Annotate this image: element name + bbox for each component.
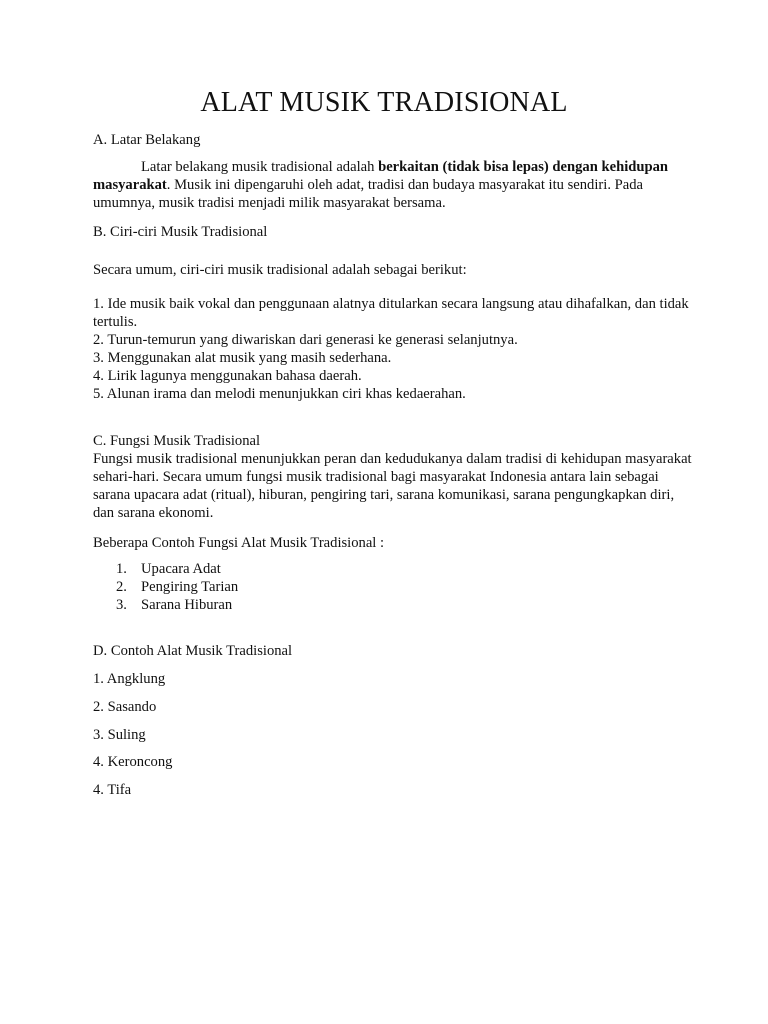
section-a-bold-phrase: berkaitan (tidak bisa lepas) dengan kehidupan masyarakat [93,159,669,193]
functions-list [93,560,693,614]
instrument-item: 3. Suling [93,727,146,743]
list-text: Upacara Adat [141,561,221,577]
list-number: 1. [116,561,127,577]
section-c-paragraph: Fungsi musik tradisional menunjukkan peran dan kedudukanya dalam tradisi di kehidupan masyarakat sehari-hari. Secara umum fungsi musik tradisional bagi masyarakat Indonesia antara lain sebagai sarana upacara adat (ritual), hiburan, pengiring tari, sarana komunikasi, sarana pengungkapkan diri, dan sarana ekonomi. [93,451,692,521]
list-number: 2. [116,579,127,595]
list-item [93,596,693,614]
list-item: 5. Alunan irama dan melodi menunjukkan ciri khas kedaerahan. [93,386,466,402]
list-item [93,560,693,578]
section-a-text-start: Latar belakang musik tradisional adalah [141,159,379,175]
instrument-item: 1. Angklung [93,671,166,687]
list-item: 1. Ide musik baik vokal dan penggunaan alatnya ditularkan secara langsung atau dihafalkan, dan tidak tertulis. [93,296,689,330]
instrument-item: 2. Sasando [93,699,157,715]
section-c-heading: C. Fungsi Musik Tradisional [93,433,261,449]
section-c-examples-intro: Beberapa Contoh Fungsi Alat Musik Tradisional : [93,535,385,551]
section-a-heading: A. Latar Belakang [93,132,201,148]
list-item: 2. Turun-temurun yang diwariskan dari generasi ke generasi selanjutnya. [93,332,518,348]
document-title: ALAT MUSIK TRADISIONAL [200,87,568,118]
section-b-intro: Secara umum, ciri-ciri musik tradisional adalah sebagai berikut: [93,262,467,278]
characteristics-list [93,295,693,403]
list-item: 4. Lirik lagunya menggunakan bahasa daerah. [93,368,362,384]
section-b-heading: B. Ciri-ciri Musik Tradisional [93,224,268,240]
list-text: Pengiring Tarian [141,579,239,595]
list-number: 3. [116,597,127,613]
instrument-item: 4. Keroncong [93,754,173,770]
section-d-heading: D. Contoh Alat Musik Tradisional [93,643,293,659]
list-item: 3. Menggunakan alat musik yang masih sederhana. [93,350,392,366]
list-text: Sarana Hiburan [141,597,233,613]
section-a-text-end: . Musik ini dipengaruhi oleh adat, tradisi dan budaya masyarakat itu sendiri. Pada umumnya, musik tradisi menjadi milik masyarakat bersama. [93,177,643,211]
list-item [93,578,693,596]
section-a-paragraph [93,158,693,212]
instrument-item: 4. Tifa [93,782,132,798]
